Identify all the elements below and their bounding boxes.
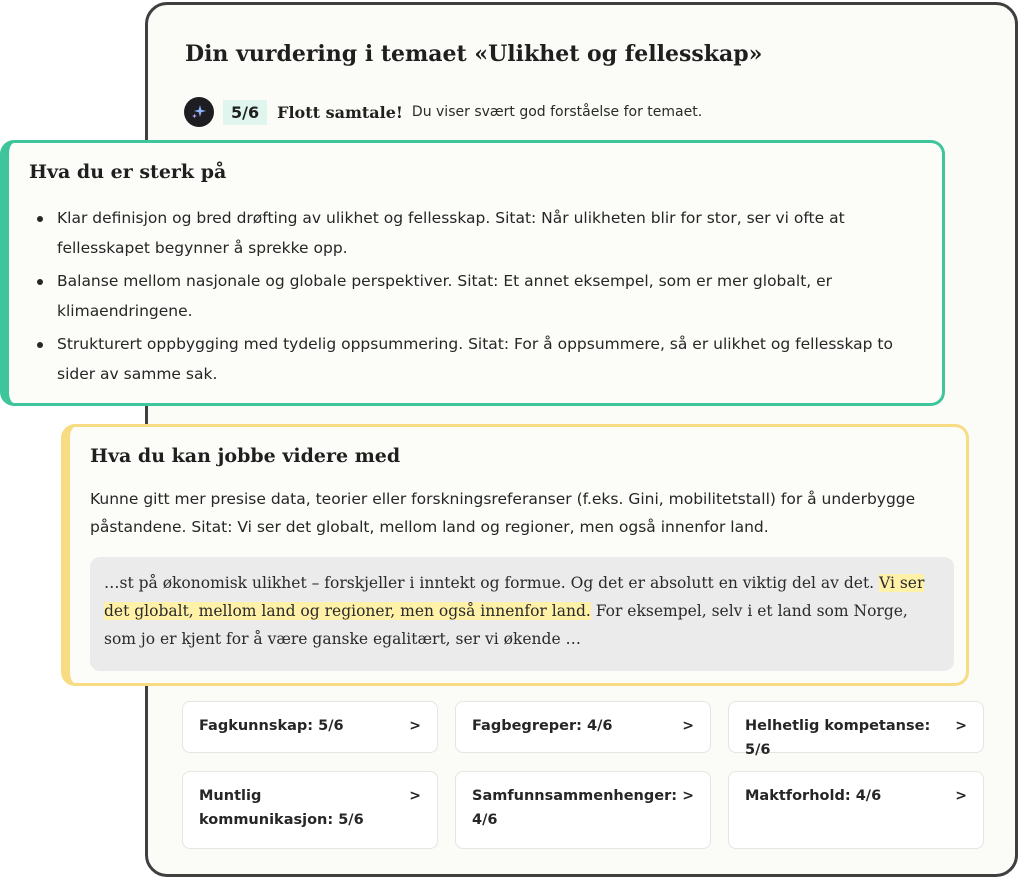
category-card-fagbegreper[interactable] (455, 701, 711, 753)
category-card-samfunnsammenhenger[interactable] (455, 771, 711, 849)
list-item: Klar definisjon og bred drøfting av ulikhet og fellesskap. Sitat: Når ulikheten blir for stor, ser vi ofte at fellesskapet begynner å sprekke opp. (35, 203, 915, 263)
score-badge: 5/6 (223, 100, 267, 125)
improvements-card (61, 424, 969, 686)
list-item: Strukturert oppbygging med tydelig oppsummering. Sitat: For å oppsummere, så er ulikhet og fellesskap to sider av samme sak. (35, 329, 915, 389)
transcript-quote (90, 557, 954, 671)
category-card-muntlig-kommunikasjon[interactable] (182, 771, 438, 849)
category-grid (182, 701, 987, 849)
score-headline: Flott samtale! (277, 102, 403, 122)
chevron-right-icon: > (955, 718, 967, 734)
improvements-heading: Hva du kan jobbe videre med (90, 445, 401, 467)
category-card-fagkunnskap[interactable] (182, 701, 438, 753)
quote-text-after: For eksempel, selv i et land som Norge, som jo er kjent for å være ganske egalitært, ser vi økende … (104, 602, 908, 648)
chevron-right-icon: > (682, 718, 694, 734)
category-label: Muntlig kommunikasjon: 5/6 (199, 788, 364, 828)
chevron-right-icon: > (682, 788, 694, 804)
page-title: Din vurdering i temaet «Ulikhet og fellesskap» (185, 41, 763, 67)
category-label: Maktforhold: 4/6 (745, 788, 882, 804)
chevron-right-icon: > (955, 788, 967, 804)
chevron-right-icon: > (409, 788, 421, 804)
sparkle-icon (184, 97, 214, 127)
strengths-list (35, 203, 915, 392)
category-label: Fagbegreper: 4/6 (472, 718, 613, 734)
chevron-right-icon: > (409, 718, 421, 734)
category-label: Fagkunnskap: 5/6 (199, 718, 344, 734)
score-summary (184, 97, 702, 127)
improvements-text: Kunne gitt mer presise data, teorier eller forskningsreferanser (f.eks. Gini, mobilitetstall) for å underbygge påstandene. Sitat: Vi ser det globalt, mellom land og regioner, men også innenfor land. (90, 490, 916, 536)
strengths-card (0, 140, 945, 406)
category-label: Samfunnsammenhenger: 4/6 (472, 788, 678, 828)
score-summary-text: Du viser svært god forståelse for temaet. (411, 104, 703, 120)
strengths-heading: Hva du er sterk på (29, 161, 227, 183)
category-card-helhetlig-kompetanse[interactable] (728, 701, 984, 758)
quote-highlight: Vi ser det globalt, mellom land og regioner, men også innenfor land. (104, 574, 925, 620)
category-card-maktforhold[interactable] (728, 771, 984, 849)
quote-text-before: …st på økonomisk ulikhet – forskjeller i inntekt og formue. Og det er absolutt en viktig del av det. (104, 574, 880, 592)
list-item: Balanse mellom nasjonale og globale perspektiver. Sitat: Et annet eksempel, som er mer globalt, er klimaendringene. (35, 266, 915, 326)
category-label: Helhetlig kompetanse: 5/6 (745, 718, 931, 758)
